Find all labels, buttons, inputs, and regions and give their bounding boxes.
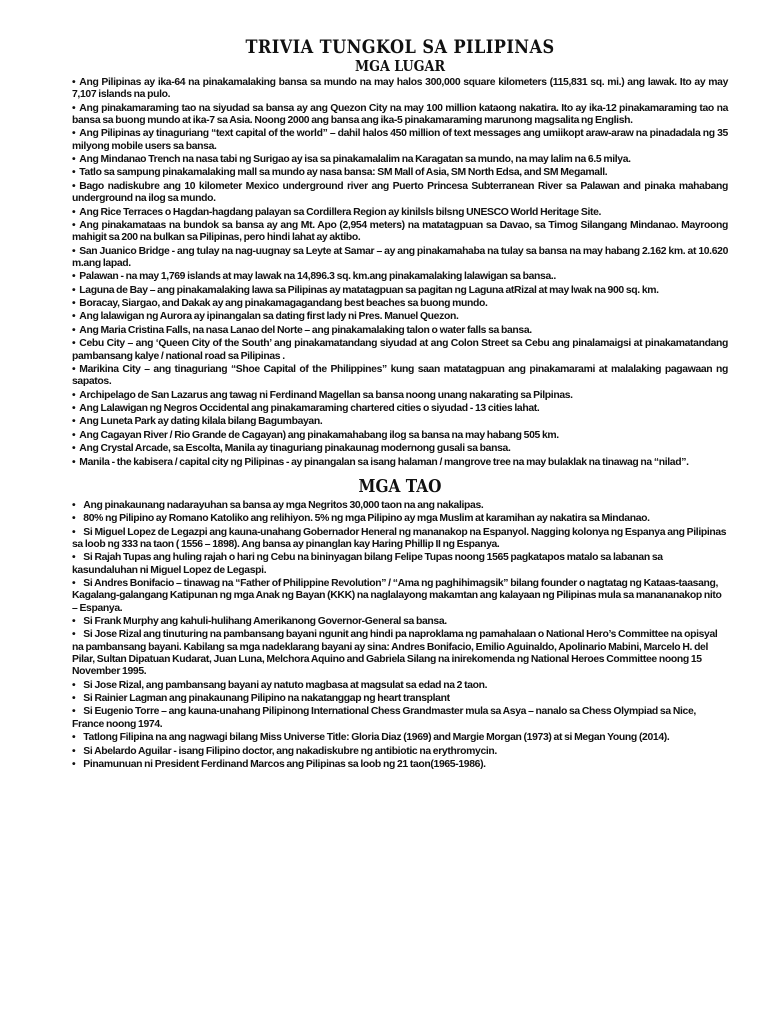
list-item: • Si Miguel Lopez de Legazpi ang kauna-unahang Gobernador Heneral ng mananakop na Espanyol. Nagging kolonya ng Espanya ang Pilipinas sa loob ng 333 na taon ( 1556 – 1898). Ang bansa ay pinanglan kay Haring Phillip II ng Espanya. [72,527,728,552]
list-item: • Palawan - na may 1,769 islands at may lawak na 14,896.3 sq. km.ang pinakamalaking lalawigan sa bansa.. [72,271,728,283]
list-item: • Pinamunuan ni President Ferdinand Marcos ang Pilipinas sa loob ng 21 taon(1965-1986). [72,759,728,771]
mga-lugar-list [72,77,728,469]
list-item: • Cebu City – ang ‘Queen City of the South’ ang pinakamatandang siyudad at ang Colon Street sa Cebu ang pinalamaigsi at pinakamatandang pambansang kalye / national road sa Pilipinas . [72,338,728,363]
list-item: • Si Rainier Lagman ang pinakaunang Pilipino na nakatanggap ng heart transplant [72,693,728,705]
list-item: • Ang Maria Cristina Falls, na nasa Lanao del Norte – ang pinakamalaking talon o water falls sa bansa. [72,325,728,337]
list-item: • Tatlong Filipina na ang nagwagi bilang Miss Universe Title: Gloria Diaz (1969) and Margie Morgan (1973) at si Megan Young (2014). [72,732,728,744]
list-item: • Ang Mindanao Trench na nasa tabi ng Surigao ay isa sa pinakamalalim na Karagatan sa mundo, na may lalim na 6.5 milya. [72,154,728,166]
list-item: • Ang Pilipinas ay ika-64 na pinakamalaking bansa sa mundo na may halos 300,000 square kilometers (115,831 sq. mi.) ang lawak. Ito ay may 7,107 islands na pulo. [72,77,728,102]
document-page [72,36,728,772]
list-item: • Si Frank Murphy ang kahuli-hulihang Amerikanong Governor-General sa bansa. [72,616,728,628]
list-item: • 80% ng Pilipino ay Romano Katoliko ang relihiyon. 5% ng mga Pilipino ay mga Muslim at karamihan ay nakatira sa Mindanao. [72,513,728,525]
list-item: • Boracay, Siargao, and Dakak ay ang pinakamagagandang best beaches sa buong mundo. [72,298,728,310]
list-item: • Si Andres Bonifacio – tinawag na “Father of Philippine Revolution” / “Ama ng paghihimagsik” bilang founder o nagtatag ng Kataas-taasang, Kagalang-galangang Katipunan ng mga Anak ng Bayan (KKK) na naglalayong makamtan ang kalayaan ng Pilipinas mula sa manananakop nito – Espanya. [72,578,728,615]
list-item: • Ang pinakamataas na bundok sa bansa ay ang Mt. Apo (2,954 meters) na matatagpuan sa Davao, sa Timog Silangang Mindanao. Mayroong mahigit sa 200 na bulkan sa Pilipinas, pero hindi lahat ay aktibo. [72,220,728,245]
list-item: • Ang pinakaunang nadarayuhan sa bansa ay mga Negritos 30,000 taon na ang nakalipas. [72,500,728,512]
list-item: • San Juanico Bridge - ang tulay na nag-uugnay sa Leyte at Samar – ay ang pinakamahaba na tulay sa bansa na may habang 2.162 km. at 10.620 m.ang lapad. [72,246,728,271]
list-item: • Laguna de Bay – ang pinakamalaking lawa sa Pilipinas ay matatagpuan sa pagitan ng Laguna atRizal at may lwak na 900 sq. km. [72,285,728,297]
list-item: • Ang Cagayan River / Rio Grande de Cagayan) ang pinakamahabang ilog sa bansa na may habang 505 km. [72,430,728,442]
list-item: • Archipelago de San Lazarus ang tawag ni Ferdinand Magellan sa bansa noong unang nakarating sa Pilpinas. [72,390,728,402]
list-item: • Bago nadiskubre ang 10 kilometer Mexico underground river ang Puerto Princesa Subterranean River sa Palawan and pinaka mahabang underground na ilog sa mundo. [72,181,728,206]
list-item: • Ang Rice Terraces o Hagdan-hagdang palayan sa Cordillera Region ay kinilsls bilsng UNESCO World Heritage Site. [72,207,728,219]
list-item: • Si Eugenio Torre – ang kauna-unahang Pilipinong International Chess Grandmaster mula sa Asya – nanalo sa Chess Olympiad sa Nice, France noong 1974. [72,706,728,731]
list-item: • Si Abelardo Aguilar - isang Filipino doctor, ang nakadiskubre ng antibiotic na erythromycin. [72,746,728,758]
list-item: • Ang Luneta Park ay dating kilala bilang Bagumbayan. [72,416,728,428]
list-item: • Si Rajah Tupas ang huling rajah o hari ng Cebu na bininyagan bilang Felipe Tupas noong 1565 pagkatapos matalo sa labanan sa kasundaluhan ni Miguel Lopez de Legaspi. [72,552,728,577]
section-heading-mga-lugar: MGA LUGAR [354,57,446,75]
section-heading-mga-tao: MGA TAO [358,475,442,497]
list-item: • Ang Crystal Arcade, sa Escolta, Manila ay tinaguriang pinakaunag modernong gusali sa bansa. [72,443,728,455]
list-item: • Si Jose Rizal ang tinuturing na pambansang bayani ngunit ang hindi pa naproklama ng pamahalaan o National Hero’s Committee na opisyal na pambansang bayani. Kabilang sa mga nadeklarang bayani ay sina: Andres Bonifacio, Emilio Aguinaldo, Apolinario Mabini, Marcelo H. del Pilar, Sultan Dipatuan Kudarat, Juan Luna, Melchora Aquino and Gabriela Silang na inirekomenda ng National Heroes Committee noong 15 November 1995. [72,629,728,678]
list-item: • Si Jose Rizal, ang pambansang bayani ay natuto magbasa at magsulat sa edad na 2 taon. [72,680,728,692]
list-item: • Ang Pilipinas ay tinaguriang “text capital of the world” – dahil halos 450 million of text messages ang umiikopt araw-araw na pinadadala ng 35 milyong mobile users sa bansa. [72,128,728,153]
list-item: • Ang pinakamaraming tao na siyudad sa bansa ay ang Quezon City na may 100 million kataong nakatira. Ito ay ika-12 pinakamaraming tao na bansa sa buong mundo at ika-7 sa Asia. Noong 2000 ang bansa ang ika-5 pinakamaraming marunong magsalita ng English. [72,103,728,128]
mga-tao-list [72,500,728,771]
list-item: • Tatlo sa sampung pinakamalaking mall sa mundo ay nasa bansa: SM Mall of Asia, SM North Edsa, and SM Megamall. [72,167,728,179]
document-title: TRIVIA TUNGKOL SA PILIPINAS [245,36,555,58]
list-item: • Ang Lalawigan ng Negros Occidental ang pinakamaraming chartered cities o siyudad - 13 cities lahat. [72,403,728,415]
list-item: • Ang lalawigan ng Aurora ay ipinangalan sa dating first lady ni Pres. Manuel Quezon. [72,311,728,323]
list-item: • Manila - the kabisera / capital city ng Pilipinas - ay pinangalan sa isang halaman / mangrove tree na may bulaklak na tinawag na “nilad”. [72,457,728,469]
list-item: • Marikina City – ang tinaguriang “Shoe Capital of the Philippines” kung saan matatagpuan ang pinakamarami at malalaking pagawaan ng sapatos. [72,364,728,389]
